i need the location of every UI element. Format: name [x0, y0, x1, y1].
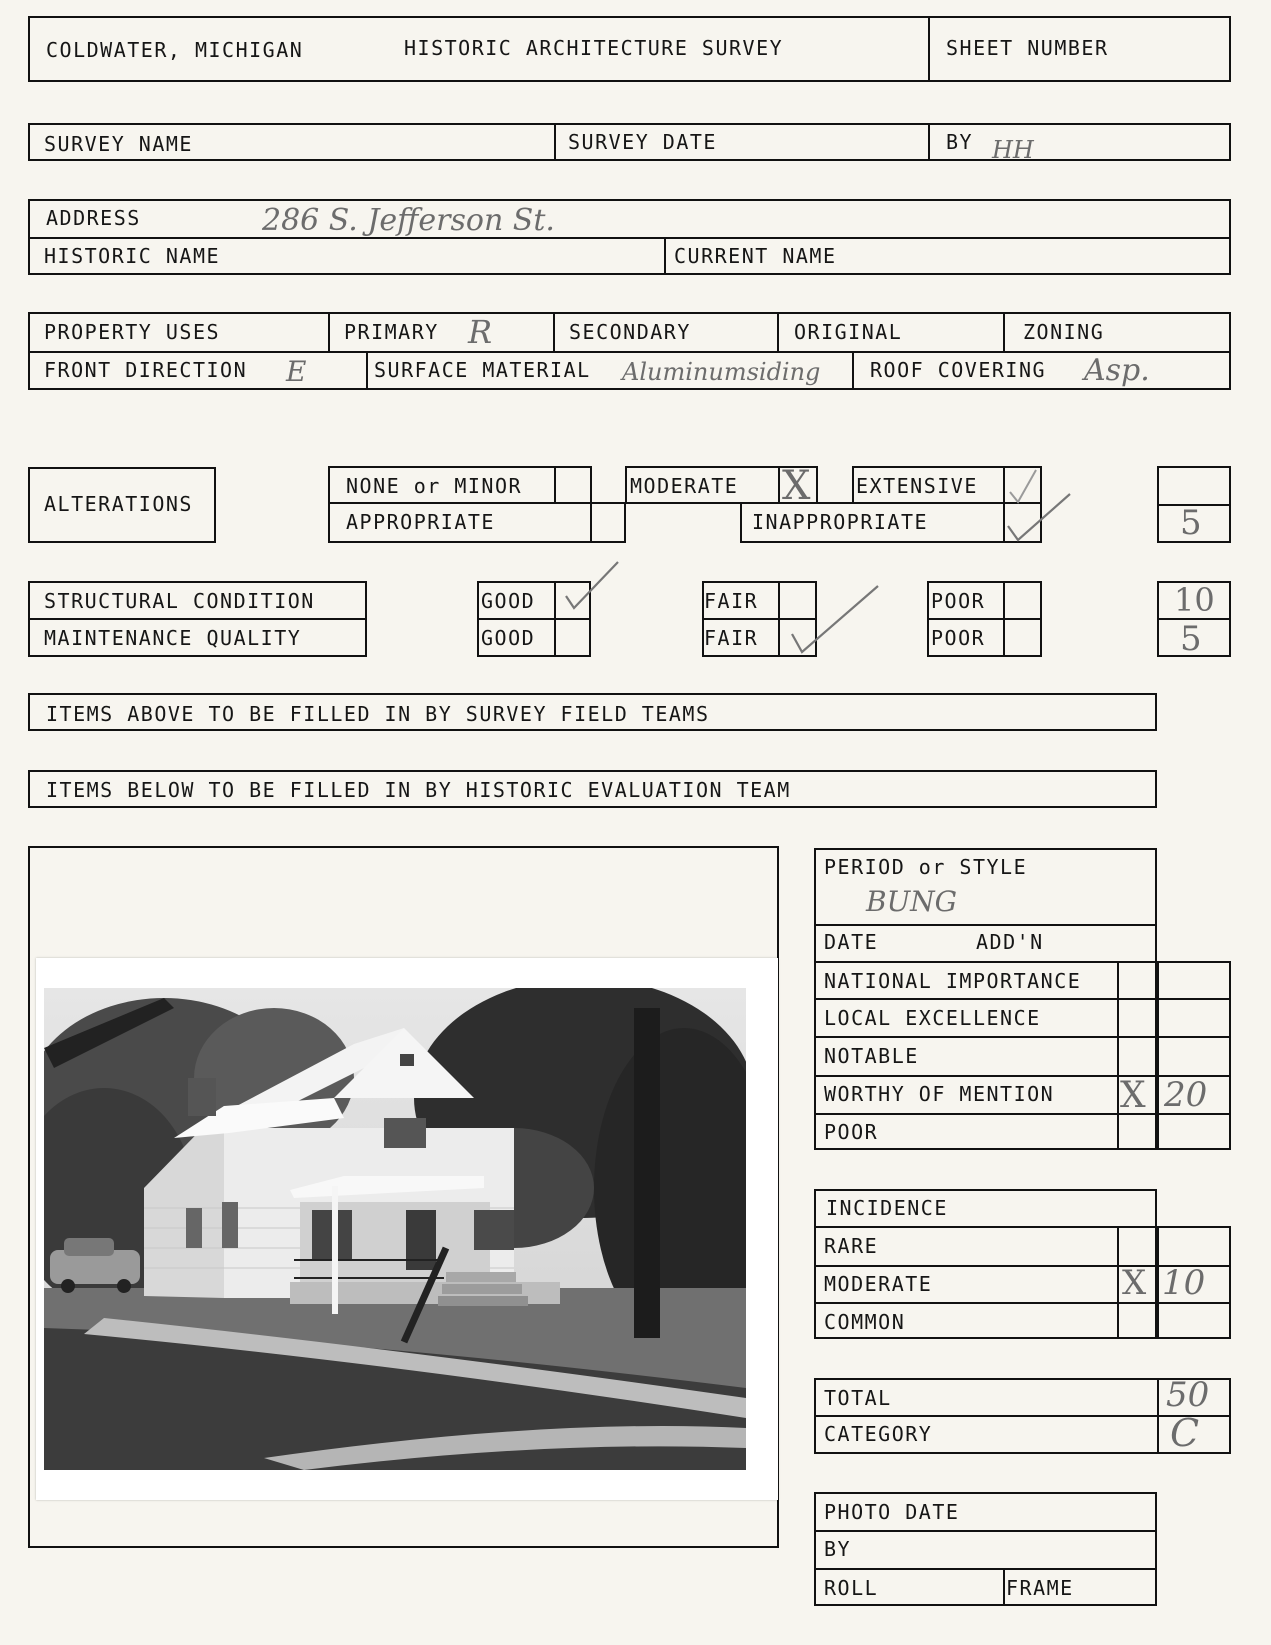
incidence-moderate-label: MODERATE	[824, 1272, 933, 1296]
house-photo	[44, 988, 746, 1470]
form-title: HISTORIC ARCHITECTURE SURVEY	[404, 36, 784, 60]
alterations-label: ALTERATIONS	[44, 492, 193, 516]
current-name-label: CURRENT NAME	[674, 244, 837, 268]
historic-name-label: HISTORIC NAME	[44, 244, 221, 268]
front-direction-value: E	[286, 355, 307, 388]
eval-date-label: DATE	[824, 930, 879, 954]
structural-good-label: GOOD	[481, 589, 536, 613]
survey-by-value: HH	[992, 136, 1034, 164]
roof-covering-label: ROOF COVERING	[870, 358, 1047, 382]
sheet-number-label: SHEET NUMBER	[946, 36, 1109, 60]
front-direction-label: FRONT DIRECTION	[44, 358, 248, 382]
address-label: ADDRESS	[46, 206, 141, 230]
category-label: CATEGORY	[824, 1422, 933, 1446]
surface-material-label: SURFACE MATERIAL	[374, 358, 591, 382]
note-above: ITEMS ABOVE TO BE FILLED IN BY SURVEY FIELD TEAMS	[46, 702, 710, 726]
none-minor-label: NONE or MINOR	[346, 474, 523, 498]
common-label: COMMON	[824, 1310, 906, 1334]
maintenance-fair-label: FAIR	[704, 626, 759, 650]
moderate-mark: X	[782, 463, 811, 509]
structural-poor-label: POOR	[931, 589, 986, 613]
period-value: BUNG	[866, 885, 958, 918]
surface-material-value: Aluminumsiding	[622, 358, 821, 386]
category-value: C	[1170, 1411, 1200, 1455]
worthy-score: 20	[1164, 1075, 1208, 1115]
survey-by-label: BY	[946, 130, 974, 154]
maintenance-poor-label: POOR	[931, 626, 986, 650]
primary-label: PRIMARY	[344, 320, 439, 344]
eval-poor-label: POOR	[824, 1120, 879, 1144]
moderate-label: MODERATE	[630, 474, 739, 498]
roof-covering-value: Asp.	[1084, 353, 1150, 388]
eval-addn-label: ADD'N	[976, 930, 1044, 954]
total-label: TOTAL	[824, 1386, 892, 1410]
structural-label: STRUCTURAL CONDITION	[44, 589, 315, 613]
primary-value: R	[468, 313, 493, 351]
address-value: 286 S. Jefferson St.	[262, 203, 555, 238]
period-label: PERIOD or STYLE	[824, 855, 1028, 879]
city-label: COLDWATER, MICHIGAN	[46, 38, 304, 62]
roll-label: ROLL	[824, 1576, 879, 1600]
evaluation-score-column	[1117, 961, 1231, 1150]
national-importance-label: NATIONAL IMPORTANCE	[824, 969, 1082, 993]
note-below: ITEMS BELOW TO BE FILLED IN BY HISTORIC EVALUATION TEAM	[46, 778, 791, 802]
worthy-mark: X	[1120, 1075, 1146, 1116]
local-excellence-label: LOCAL EXCELLENCE	[824, 1006, 1041, 1030]
secondary-label: SECONDARY	[569, 320, 691, 344]
worthy-label: WORTHY OF MENTION	[824, 1082, 1055, 1106]
photo-date-label: PHOTO DATE	[824, 1500, 960, 1524]
total-value: 50	[1166, 1375, 1210, 1415]
notable-label: NOTABLE	[824, 1044, 919, 1068]
survey-date-label: SURVEY DATE	[568, 130, 717, 154]
maintenance-label: MAINTENANCE QUALITY	[44, 626, 302, 650]
maintenance-score: 5	[1180, 619, 1202, 659]
structural-fair-label: FAIR	[704, 589, 759, 613]
alterations-score: 5	[1180, 503, 1202, 543]
survey-name-label: SURVEY NAME	[44, 132, 193, 156]
property-uses-label: PROPERTY USES	[44, 320, 221, 344]
appropriate-label: APPROPRIATE	[346, 510, 495, 534]
inappropriate-label: INAPPROPRIATE	[752, 510, 929, 534]
extensive-label: EXTENSIVE	[856, 474, 978, 498]
incidence-moderate-mark: X	[1122, 1263, 1147, 1303]
alteration-checkmarks	[1000, 462, 1080, 552]
maintenance-good-label: GOOD	[481, 626, 536, 650]
incidence-label: INCIDENCE	[826, 1196, 948, 1220]
rare-label: RARE	[824, 1234, 879, 1258]
structural-score: 10	[1174, 581, 1215, 619]
zoning-label: ZONING	[1023, 320, 1105, 344]
condition-checkmarks	[560, 556, 890, 656]
frame-label: FRAME	[1006, 1576, 1074, 1600]
incidence-moderate-score: 10	[1162, 1263, 1206, 1303]
photo-by-label: BY	[824, 1537, 852, 1561]
original-label: ORIGINAL	[794, 320, 903, 344]
